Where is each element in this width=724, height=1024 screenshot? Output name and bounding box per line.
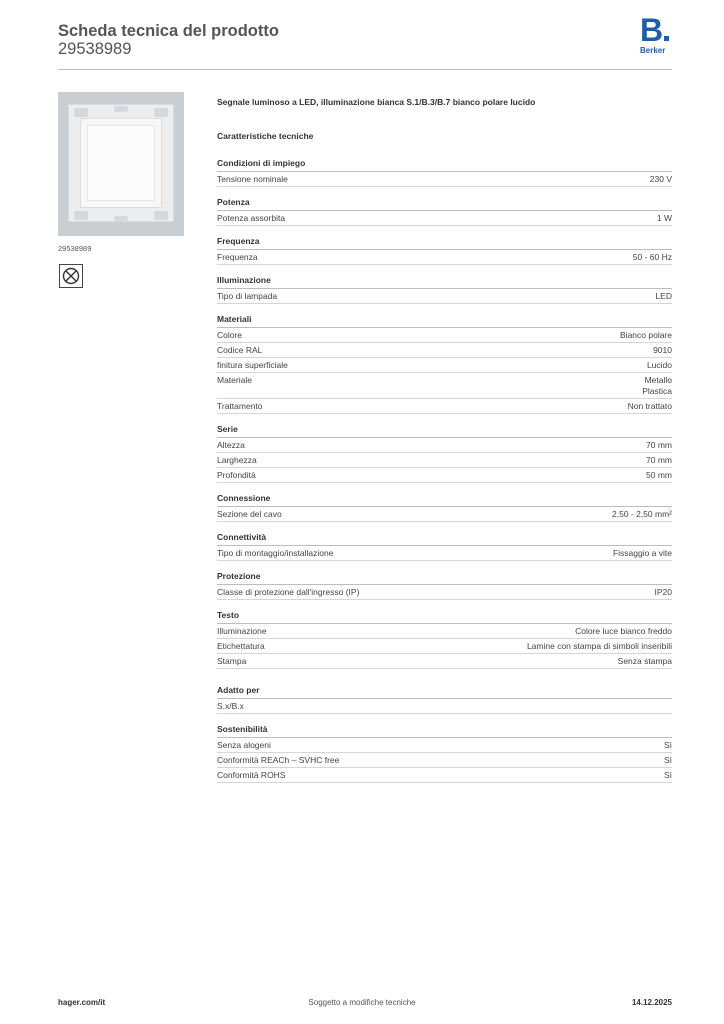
product-insert [80, 118, 162, 208]
spec-value [527, 641, 672, 652]
spec-label: Classe di protezione dall'ingresso (IP) [217, 587, 360, 597]
spec-value-line: 2,50 - 2,50 mm² [612, 509, 672, 519]
spec-group-title: Testo [217, 610, 672, 624]
spec-group [217, 571, 672, 600]
spec-value [633, 252, 672, 263]
spec-label: Larghezza [217, 455, 257, 465]
footer-date: 14.12.2025 [631, 998, 672, 1007]
spec-group-title: Materiali [217, 314, 672, 328]
spec-group [217, 197, 672, 226]
spec-label: Etichettatura [217, 641, 265, 651]
section-title: Caratteristiche tecniche [217, 131, 314, 141]
spec-group-title: Adatto per [217, 685, 672, 699]
berker-logo [640, 12, 676, 56]
lamp-symbol-icon [59, 264, 83, 288]
spec-value-line: Sì [663, 755, 672, 765]
spec-group-title: Serie [217, 424, 672, 438]
spec-value [575, 626, 672, 637]
spec-value [653, 345, 672, 356]
spec-row [217, 768, 672, 783]
spec-label: Illuminazione [217, 626, 267, 636]
spec-group [217, 236, 672, 265]
spec-group [217, 314, 672, 414]
spec-value [646, 440, 672, 451]
spec-label: Stampa [217, 656, 247, 666]
spec-value [664, 755, 672, 766]
spec-value-line: 70 mm [646, 455, 672, 465]
spec-row [217, 399, 672, 414]
spec-row [217, 585, 672, 600]
product-cover [87, 125, 155, 201]
spec-value-line: Colore luce bianco freddo [575, 626, 672, 636]
footer-note: Soggetto a modifiche tecniche [308, 998, 416, 1007]
spec-label: Frequenza [217, 252, 258, 262]
spec-group [217, 158, 672, 187]
spec-group-title: Condizioni di impiego [217, 158, 672, 172]
spec-row [217, 624, 672, 639]
spec-value [642, 375, 672, 397]
spec-label: Tipo di lampada [217, 291, 278, 301]
spec-value [655, 587, 673, 598]
spec-value [613, 548, 672, 559]
spec-group [217, 724, 672, 783]
spec-value [646, 455, 672, 466]
spec-value-line: Lamine con stampa di simboli inseribili [526, 641, 672, 651]
spec-row [217, 468, 672, 483]
spec-group-title: Potenza [217, 197, 672, 211]
spec-value [650, 174, 672, 185]
product-image [58, 92, 184, 236]
spec-row [217, 639, 672, 654]
spec-value [612, 509, 672, 520]
spec-groups [217, 158, 672, 783]
spec-label: Senza alogeni [217, 740, 271, 750]
frame-lug [114, 216, 128, 222]
spec-value-line: 50 - 60 Hz [632, 252, 672, 262]
logo-brand-name: Berker [640, 46, 666, 55]
spec-value-line: Senza stampa [617, 656, 672, 666]
product-description: Segnale luminoso a LED, illuminazione bianca S.1/B.3/B.7 bianco polare lucido [217, 97, 536, 107]
spec-value [620, 330, 672, 341]
spec-group-title: Protezione [217, 571, 672, 585]
spec-value [657, 213, 672, 224]
spec-row [217, 343, 672, 358]
spec-value-line: 70 mm [646, 440, 672, 450]
spec-group [217, 610, 672, 669]
spec-value [664, 770, 672, 781]
spec-label: finitura superficiale [217, 360, 288, 370]
spec-value [647, 360, 672, 371]
spec-value-line: 1 W [656, 213, 672, 223]
spec-value [655, 291, 672, 302]
spec-value [646, 470, 672, 481]
spec-label: Tipo di montaggio/installazione [217, 548, 334, 558]
spec-content [217, 96, 672, 793]
spec-value-line: Sì [663, 740, 672, 750]
frame-lug [154, 108, 168, 117]
spec-group-title: Frequenza [217, 236, 672, 250]
spec-row [217, 453, 672, 468]
spec-group [217, 532, 672, 561]
spec-label: Profondità [217, 470, 256, 480]
spec-row [217, 507, 672, 522]
spec-value-line: Bianco polare [620, 330, 672, 340]
spec-value-line: Non trattato [627, 401, 672, 411]
spec-value-line: IP20 [654, 587, 672, 597]
spec-value [628, 401, 672, 412]
spec-row [217, 753, 672, 768]
spec-value-line: Sì [663, 770, 672, 780]
frame-lug [74, 108, 88, 117]
frame-lug [114, 106, 128, 112]
spec-label: Colore [217, 330, 243, 340]
spec-label: Potenza assorbita [217, 213, 286, 223]
spec-row [217, 211, 672, 226]
spec-label: Trattamento [217, 401, 263, 411]
spec-row [217, 250, 672, 265]
spec-group-title: Sostenibilità [217, 724, 672, 738]
spec-value [664, 740, 672, 751]
image-caption: 29538989 [58, 244, 92, 253]
spec-label: Conformità ROHS [217, 770, 286, 780]
spec-group [217, 424, 672, 483]
header-divider [58, 69, 672, 70]
spec-label: Codice RAL [217, 345, 263, 355]
spec-row [217, 289, 672, 304]
spec-label: Tensione nominale [217, 174, 288, 184]
spec-label: Altezza [217, 440, 245, 450]
product-code: 29538989 [58, 40, 132, 58]
spec-value-line: Fissaggio a vite [612, 548, 672, 558]
spec-value-line: Lucido [646, 360, 672, 370]
spec-group-title: Connessione [217, 493, 672, 507]
spec-group [217, 493, 672, 522]
footer-website: hager.com/it [58, 998, 106, 1007]
spec-value-line: 230 V [649, 174, 672, 184]
page-title: Scheda tecnica del prodotto [58, 22, 279, 40]
spec-value-line: LED [655, 291, 672, 301]
spec-value [618, 656, 672, 667]
spec-value-line: Plastica [642, 386, 672, 396]
spec-label: Sezione del cavo [217, 509, 282, 519]
spec-row [217, 172, 672, 187]
spec-label: Materiale [217, 375, 252, 385]
spec-group-title: Connettività [217, 532, 672, 546]
spec-group [217, 275, 672, 304]
spec-value-line: 9010 [653, 345, 672, 355]
spec-row [217, 699, 672, 714]
spec-row [217, 738, 672, 753]
spec-label: Conformità REACh – SVHC free [217, 755, 340, 765]
spec-row [217, 373, 672, 399]
spec-value-line: Metallo [644, 375, 672, 385]
spec-row [217, 358, 672, 373]
spec-group-title: Illuminazione [217, 275, 672, 289]
spec-row [217, 438, 672, 453]
frame-lug [74, 211, 88, 220]
frame-lug [154, 211, 168, 220]
spec-row [217, 546, 672, 561]
spec-row [217, 654, 672, 669]
spec-label: S.x/B.x [217, 701, 244, 711]
spec-row [217, 328, 672, 343]
spec-value-line: 50 mm [646, 470, 672, 480]
logo-letter: B [640, 16, 676, 44]
spec-group [217, 685, 672, 714]
